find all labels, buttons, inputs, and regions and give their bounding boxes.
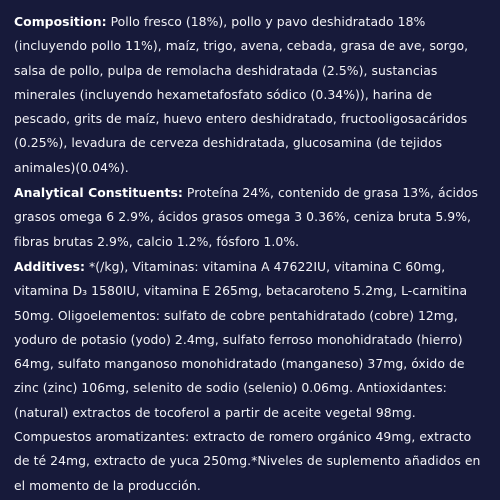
additives-text: *(/kg), Vitaminas: vitamina A 47622IU, vitamina C 60mg, vitamina D₃ 1580IU, vitamina E 265mg, betacaroteno 5.2mg, L-carnitina 50mg. Oligoelementos: sulfato de cobre pentahidratado (cobre) 12mg, yoduro de potasio (yodo) 2.4mg, sulfato ferroso monohidratado (hierro) 64mg, sulfato manganoso monohidratado (manganeso) 37mg, óxido de zinc (zinc) 106mg, selenito de sodio (selenio) 0.06mg. Antioxidantes: (natural) extractos de tocoferol a partir de aceite vegetal 98mg. Compuestos aromatizantes: extracto de romero orgánico 49mg, extracto de té 24mg, extracto de yuca 250mg.*Niveles de suplemento añadidos en el momento de la producción. xyxy=(14,258,481,493)
composition-heading: Composition: xyxy=(14,14,107,29)
composition-text: Pollo fresco (18%), pollo y pavo deshidratado 18% (incluyendo pollo 11%), maíz, trigo, avena, cebada, grasa de ave, sorgo, salsa de pollo, pulpa de remolacha deshidratada (2.5%), sustancias minerales (incluyendo hexametafosfato sódico (0.34%)), harina de pescado, grits de maíz, huevo entero deshidratado, fructooligosacáridos (0.25%), levadura de cerveza deshidratada, glucosamina (de tejidos animales)(0.04%). xyxy=(14,14,469,175)
analytical-constituents-text: Proteína 24%, contenido de grasa 13%, ácidos grasos omega 6 2.9%, ácidos grasos omega 3 0.36%, ceniza bruta 5.9%, fibras brutas 2.9%, calcio 1.2%, fósforo 1.0%. xyxy=(14,185,479,249)
additives-section xyxy=(14,255,490,498)
analytical-constituents-heading: Analytical Constituents: xyxy=(14,185,183,201)
analytical-constituents-section xyxy=(14,181,490,254)
composition-section xyxy=(14,10,490,180)
additives-heading: Additives: xyxy=(14,258,86,274)
